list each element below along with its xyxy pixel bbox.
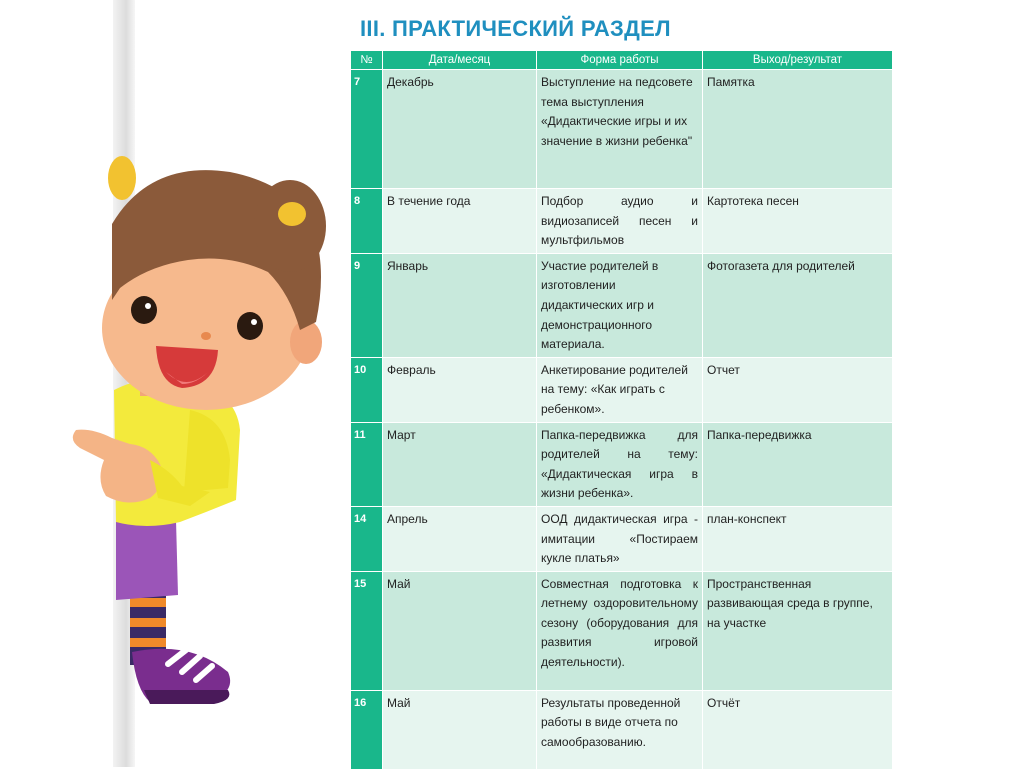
- row-form: ООД дидактическая игра - имитации «Постираем кукле платья»: [537, 506, 703, 571]
- row-form: Результаты проведенной работы в виде отчета по самообразованию.: [537, 690, 703, 769]
- row-date: Март: [383, 422, 537, 506]
- row-number: 7: [351, 70, 383, 189]
- row-number: 16: [351, 690, 383, 769]
- girl-illustration: [0, 0, 360, 767]
- row-date: Май: [383, 571, 537, 690]
- row-date: Май: [383, 690, 537, 769]
- header-number: №: [351, 51, 383, 70]
- row-result: план-конспект: [703, 506, 893, 571]
- row-form: Участие родителей в изготовлении дидактических игр и демонстрационного материала.: [537, 253, 703, 357]
- row-result: Отчет: [703, 357, 893, 422]
- page-title: III. ПРАКТИЧЕСКИЙ РАЗДЕЛ: [360, 16, 671, 41]
- row-number: 9: [351, 253, 383, 357]
- row-form: Подбор аудио и видиозаписей песен и мультфильмов: [537, 189, 703, 254]
- header-date: Дата/месяц: [383, 51, 537, 70]
- table-row: [351, 253, 893, 357]
- row-date: Декабрь: [383, 70, 537, 189]
- girl-stockings-stripes: [130, 598, 166, 647]
- girl-skirt: [116, 520, 178, 600]
- header-form: Форма работы: [537, 51, 703, 70]
- row-result: Фотогазета для родителей: [703, 253, 893, 357]
- row-result: Картотека песен: [703, 189, 893, 254]
- girl-hair-bun-left: [108, 156, 136, 200]
- table-row: [351, 422, 893, 506]
- table-row: [351, 506, 893, 571]
- row-date: Февраль: [383, 357, 537, 422]
- girl-hair-bun-right: [278, 202, 306, 226]
- row-result: Памятка: [703, 70, 893, 189]
- row-date: Январь: [383, 253, 537, 357]
- row-result: Отчёт: [703, 690, 893, 769]
- row-number: 8: [351, 189, 383, 254]
- plan-table: [350, 50, 893, 770]
- row-form: Совместная подготовка к летнему оздоровительному сезону (оборудования для развития игровой деятельности).: [537, 571, 703, 690]
- table-row: [351, 70, 893, 189]
- row-date: В течение года: [383, 189, 537, 254]
- row-form: Анкетирование родителей на тему: «Как играть с ребенком».: [537, 357, 703, 422]
- row-number: 14: [351, 506, 383, 571]
- row-number: 15: [351, 571, 383, 690]
- row-number: 10: [351, 357, 383, 422]
- row-result: Папка-передвижка: [703, 422, 893, 506]
- row-date: Апрель: [383, 506, 537, 571]
- row-result: Пространственная развивающая среда в группе, на участке: [703, 571, 893, 690]
- girl-eye-right: [237, 312, 263, 340]
- table-row: [351, 357, 893, 422]
- row-number: 11: [351, 422, 383, 506]
- row-form: Выступление на педсовете тема выступления «Дидактические игры и их значение в жизни ребенка": [537, 70, 703, 189]
- table-header-row: [351, 51, 893, 70]
- table-row: [351, 571, 893, 690]
- table-row: [351, 690, 893, 769]
- header-result: Выход/результат: [703, 51, 893, 70]
- girl-eye-left: [131, 296, 157, 324]
- table-row: [351, 189, 893, 254]
- row-form: Папка-передвижка для родителей на тему: «Дидактическая игра в жизни ребенка».: [537, 422, 703, 506]
